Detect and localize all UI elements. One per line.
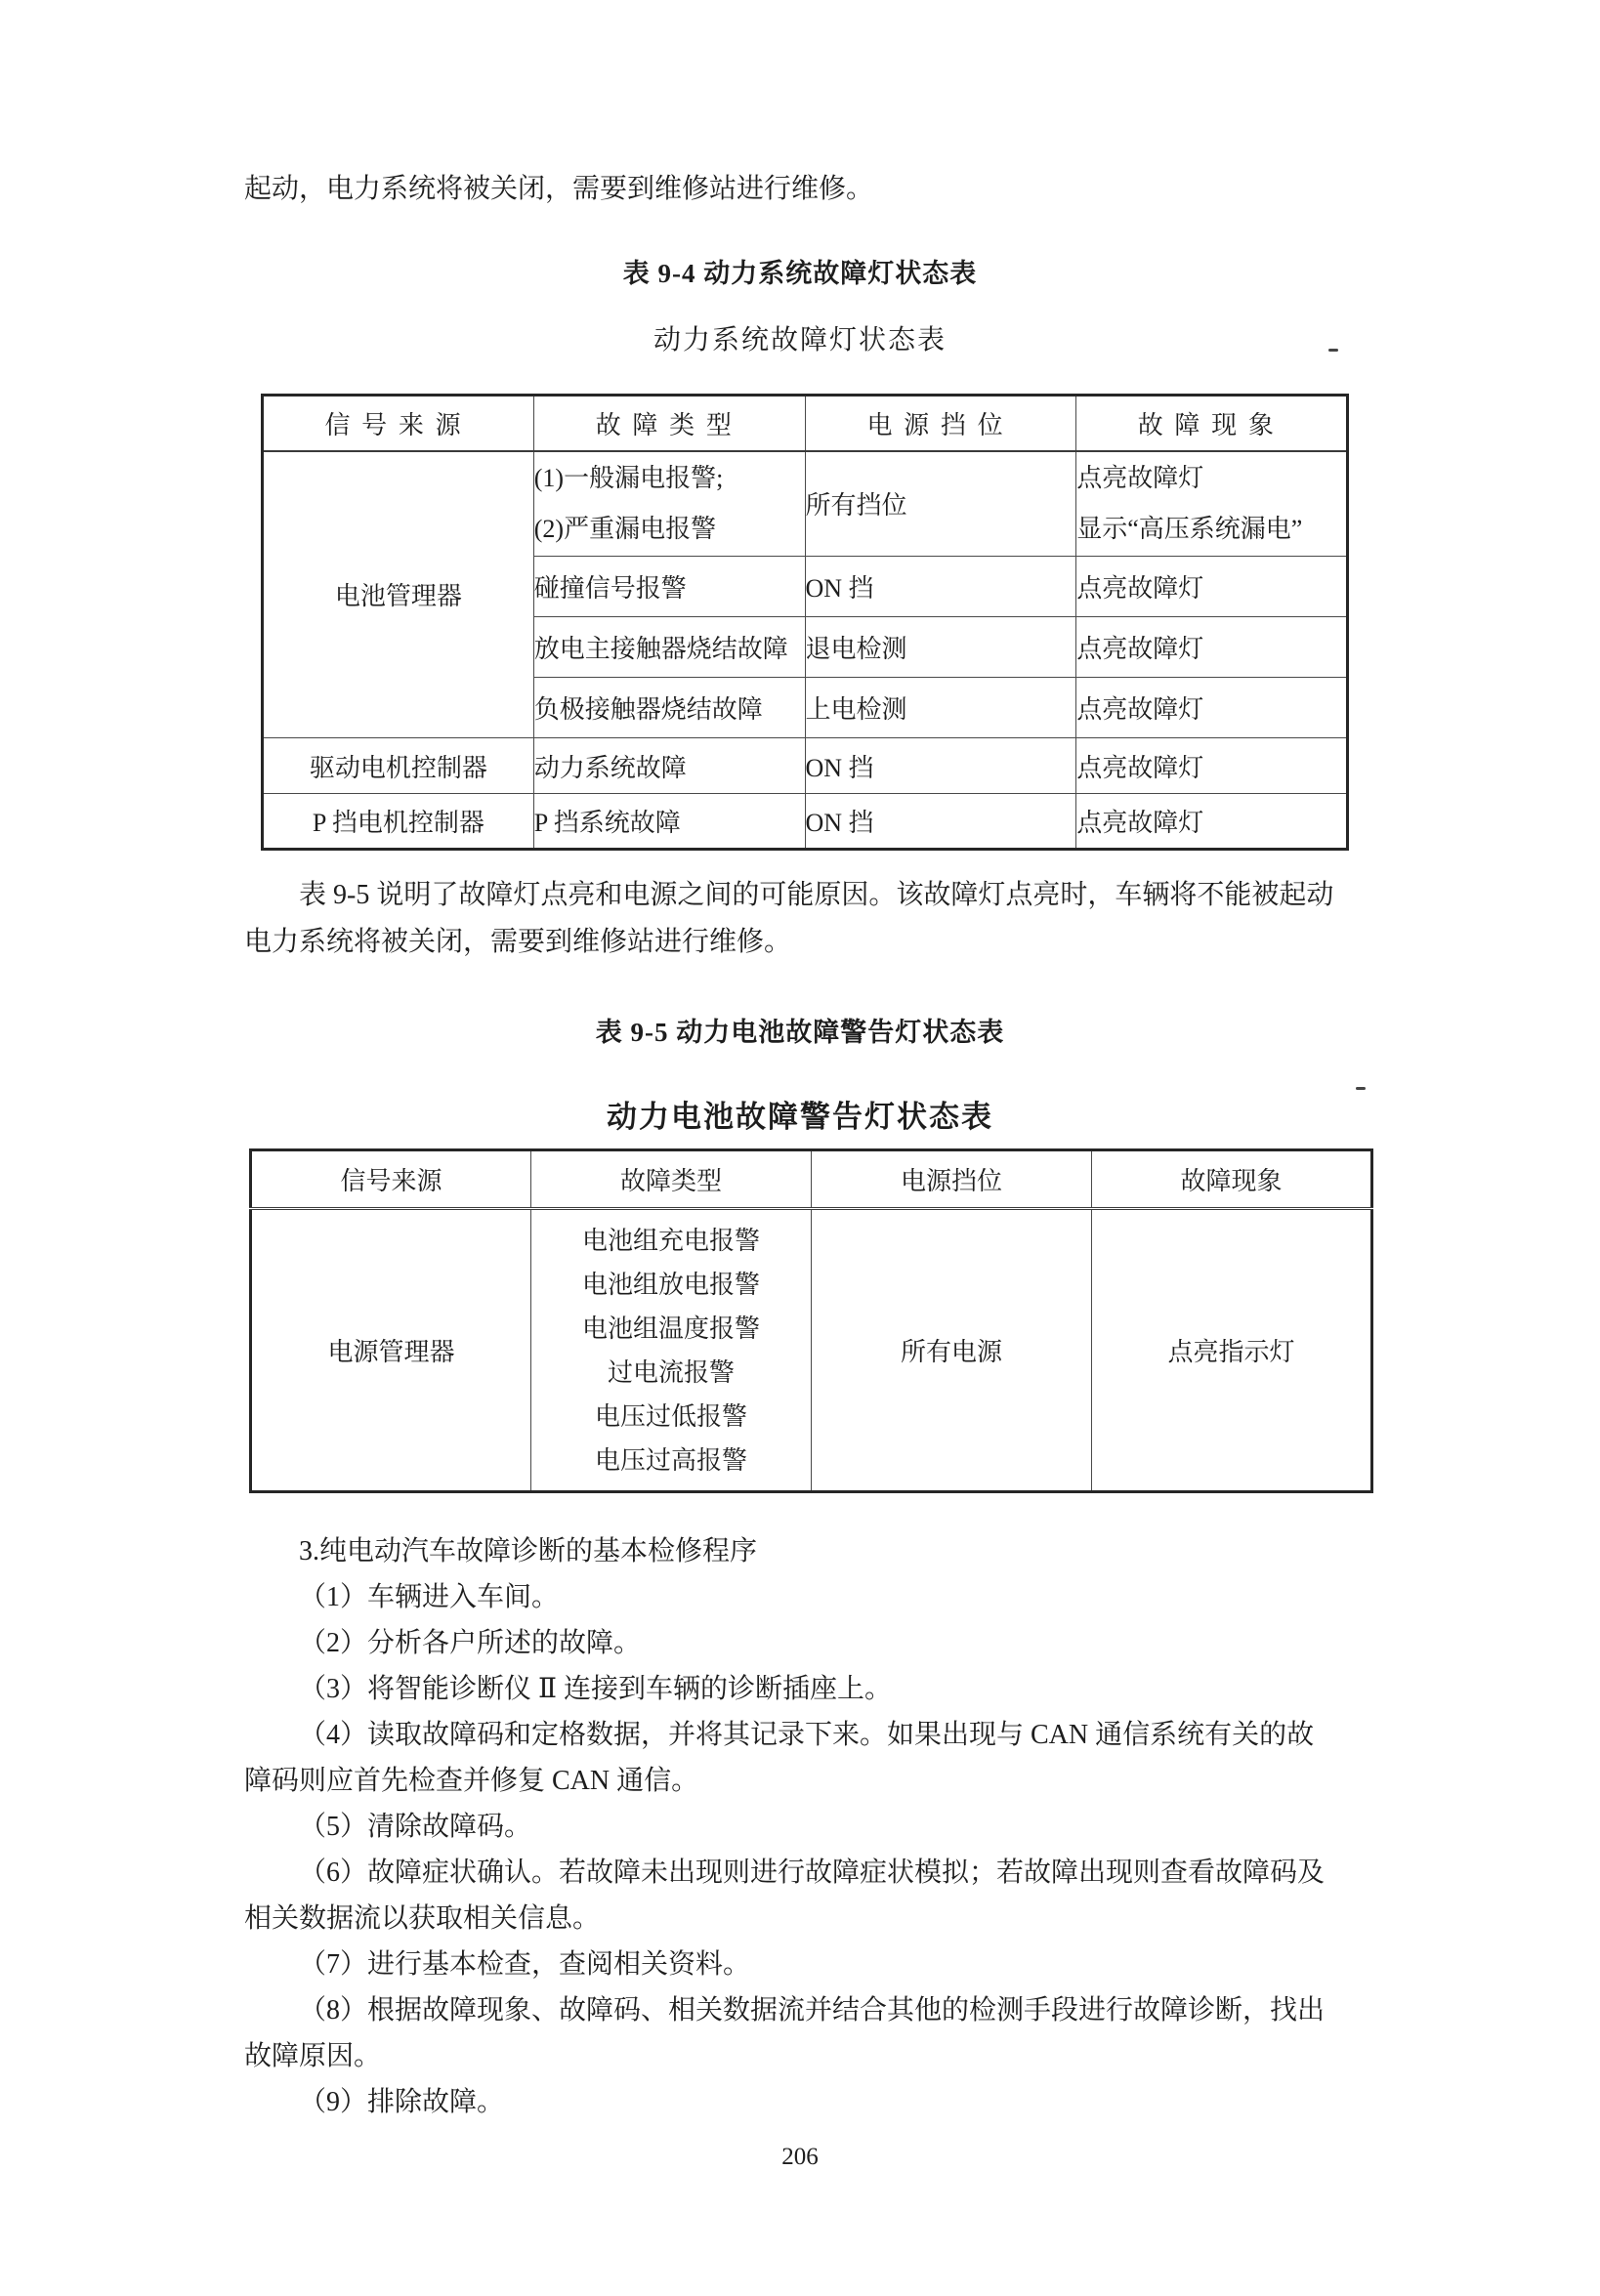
fault-line-1: 电池组充电报警 <box>581 1226 760 1255</box>
stray-mark-2 <box>1356 1087 1366 1090</box>
table-9-5-caption: 表 9-5 动力电池故障警告灯状态表 <box>595 1018 1005 1047</box>
fault-line-6: 电压过高报警 <box>594 1445 747 1475</box>
procedure-item-5: （5）清除故障码。 <box>299 1812 532 1842</box>
t1-cell-negative-symptom: 点亮故障灯 <box>1076 678 1348 738</box>
stray-mark-1 <box>1328 349 1338 352</box>
t1-cell-battery-manager: 电池管理器 <box>263 451 534 738</box>
t1-cell-crash-symptom: 点亮故障灯 <box>1076 557 1348 617</box>
procedure-section <box>244 1528 1368 2125</box>
procedure-item-8-cont: 故障原因。 <box>244 2041 382 2071</box>
t1-cell-negative-fault: 负极接触器烧结故障 <box>533 678 805 738</box>
procedure-item-8: （8）根据故障现象、故障码、相关数据流并结合其他的检测手段进行故障诊断，找出 <box>299 1995 1326 2025</box>
table-row <box>263 738 1348 794</box>
procedure-item-9: （9）排除故障。 <box>299 2087 505 2117</box>
middle-paragraph-line2: 电力系统将被关闭，需要到维修站进行维修。 <box>244 927 792 957</box>
t2-cell-source: 电源管理器 <box>251 1209 531 1492</box>
t1-cell-drive-source: 驱动电机控制器 <box>263 738 534 794</box>
t1-header-power-gear: 电源挡位 <box>805 396 1076 451</box>
table-9-4-caption: 表 9-4 动力系统故障灯状态表 <box>622 259 978 288</box>
fault-line-4: 过电流报警 <box>607 1357 735 1387</box>
procedure-heading: 3.纯电动汽车故障诊断的基本检修程序 <box>299 1536 758 1566</box>
t1-cell-drive-power: ON 挡 <box>805 738 1076 794</box>
leak-symptom-line2: 显示“高压系统漏电” <box>1076 514 1303 543</box>
procedure-item-4-cont: 障码则应首先检查并修复 CAN 通信。 <box>244 1766 699 1796</box>
t1-cell-drive-fault: 动力系统故障 <box>533 738 805 794</box>
table-row <box>251 1209 1372 1492</box>
procedure-item-3: （3）将智能诊断仪 Ⅱ 连接到车辆的诊断插座上。 <box>299 1674 893 1704</box>
procedure-item-6: （6）故障症状确认。若故障未出现则进行故障症状模拟；若故障出现则查看故障码及 <box>299 1858 1326 1888</box>
t1-header-fault-symptom: 故障现象 <box>1076 396 1348 451</box>
t1-cell-p-symptom: 点亮故障灯 <box>1076 794 1348 850</box>
procedure-item-1: （1）车辆进入车间。 <box>299 1582 560 1612</box>
t1-cell-discharge-symptom: 点亮故障灯 <box>1076 617 1348 678</box>
t1-cell-crash-fault: 碰撞信号报警 <box>533 557 805 617</box>
t1-cell-p-fault: P 挡系统故障 <box>533 794 805 850</box>
fault-line-5: 电压过低报警 <box>594 1401 747 1431</box>
t1-cell-leak-power: 所有挡位 <box>805 451 1076 557</box>
table-row <box>263 451 1348 557</box>
t1-cell-leak-fault <box>533 451 805 557</box>
t1-cell-crash-power: ON 挡 <box>805 557 1076 617</box>
middle-paragraph-line1: 表 9-5 说明了故障灯点亮和电源之间的可能原因。该故障灯点亮时，车辆将不能被起动 <box>299 880 1334 910</box>
top-paragraph: 起动，电力系统将被关闭，需要到维修站进行维修。 <box>244 174 874 204</box>
fault-line-2: 电池组放电报警 <box>581 1270 760 1299</box>
table-9-4-subtitle: 动力系统故障灯状态表 <box>653 324 947 355</box>
t1-cell-drive-symptom: 点亮故障灯 <box>1076 738 1348 794</box>
t2-cell-faults <box>531 1209 812 1492</box>
t1-cell-p-power: ON 挡 <box>805 794 1076 850</box>
leak-symptom-line1: 点亮故障灯 <box>1076 463 1204 492</box>
t2-header-signal-source: 信号来源 <box>251 1150 531 1209</box>
leak-fault-line2: (2)严重漏电报警 <box>533 514 717 543</box>
t2-cell-power: 所有电源 <box>812 1209 1092 1492</box>
table-row <box>263 794 1348 850</box>
t1-cell-negative-power: 上电检测 <box>805 678 1076 738</box>
t1-cell-leak-symptom <box>1076 451 1348 557</box>
procedure-item-2: （2）分析各户所述的故障。 <box>299 1628 642 1658</box>
power-system-fault-lamp-table <box>261 394 1349 851</box>
t2-header-power-gear: 电源挡位 <box>812 1150 1092 1209</box>
page-number: 206 <box>781 2144 819 2170</box>
t2-header-fault-symptom: 故障现象 <box>1092 1150 1372 1209</box>
t1-cell-discharge-power: 退电检测 <box>805 617 1076 678</box>
t1-cell-p-source: P 挡电机控制器 <box>263 794 534 850</box>
table-row <box>263 396 1348 451</box>
t2-cell-symptom: 点亮指示灯 <box>1092 1209 1372 1492</box>
battery-warning-lamp-table <box>249 1148 1373 1493</box>
t1-header-signal-source: 信号来源 <box>263 396 534 451</box>
t1-header-fault-type: 故障类型 <box>533 396 805 451</box>
procedure-item-7: （7）进行基本检查，查阅相关资料。 <box>299 1949 751 1980</box>
t2-header-fault-type: 故障类型 <box>531 1150 812 1209</box>
t1-cell-discharge-fault: 放电主接触器烧结故障 <box>533 617 805 678</box>
leak-fault-line1: (1)一般漏电报警; <box>533 463 724 492</box>
procedure-item-4: （4）读取故障码和定格数据，并将其记录下来。如果出现与 CAN 通信系统有关的故 <box>299 1720 1315 1750</box>
table-row <box>251 1150 1372 1209</box>
procedure-item-6-cont: 相关数据流以获取相关信息。 <box>244 1903 601 1934</box>
table-9-5-subtitle: 动力电池故障警告灯状态表 <box>607 1100 993 1134</box>
fault-line-3: 电池组温度报警 <box>581 1314 760 1343</box>
